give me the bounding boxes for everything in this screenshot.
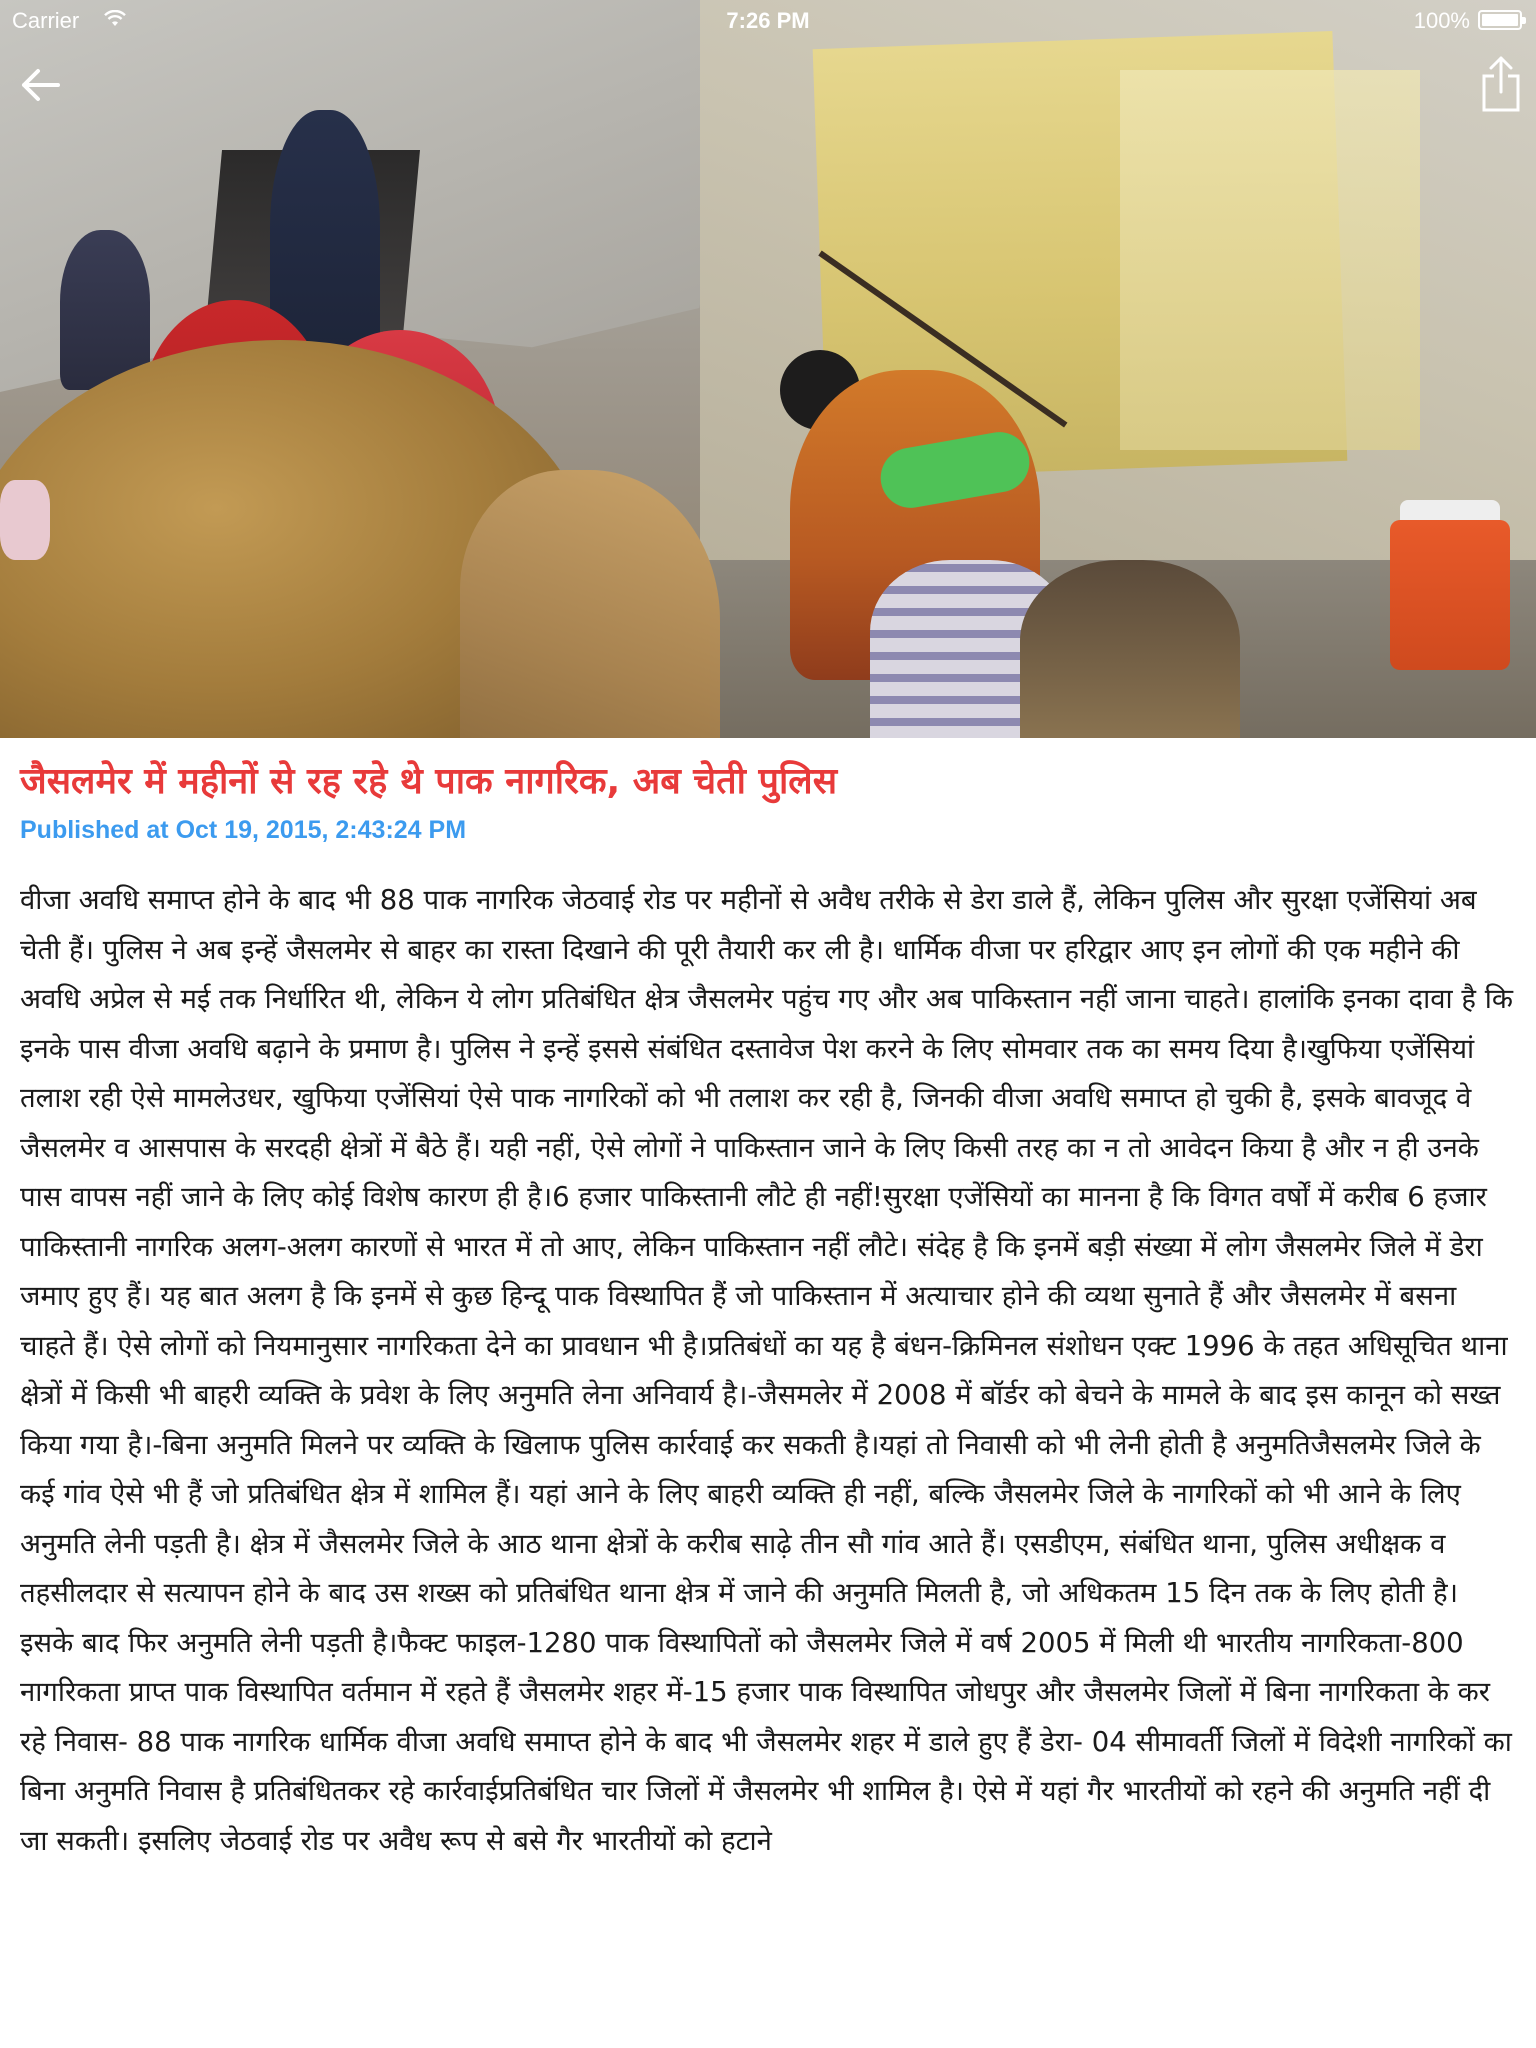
battery-percent: 100% [1413,8,1470,33]
carrier-label: Carrier [12,8,80,33]
tent-patch [1120,70,1420,450]
battery-icon [1478,10,1522,30]
cloth [0,480,50,560]
back-button[interactable] [16,60,66,110]
clock: 7:26 PM [726,8,810,33]
share-icon [1476,52,1526,114]
article-body: वीजा अवधि समाप्त होने के बाद भी 88 पाक नागरिक जेठवाई रोड पर महीनों से अवैध तरीके से डेरा डाले हैं, लेकिन पुलिस और सुरक्षा एजेंसियां अब चेती हैं। पुलिस ने अब इन्हें जैसलमेर से बाहर का रास्ता दिखाने की पूरी तैयारी कर ली है। धार्मिक वीजा पर हरिद्वार आए इन लोगों की एक महीने की अवधि अप्रेल से मई तक निर्धारित थी, लेकिन ये लोग प्रतिबंधित क्षेत्र जैसलमेर पहुंच गए और अब पाकिस्तान नहीं जाना चाहते। हालांकि इनका दावा है कि इनके पास वीजा अवधि बढ़ाने के प्रमाण है। पुलिस ने इन्हें इससे संबंधित दस्तावेज पेश करने के लिए सोमवार तक का समय दिया है।खुफिया एजेंसियां तलाश रही ऐसे मामलेउधर, खुफिया एजेंसियां ऐसे पाक नागरिकों को भी तलाश कर रही है, जिनकी वीजा अवधि समाप्त हो चुकी है, इसके बावजूद वे जैसलमेर व आसपास के सरदही क्षेत्रों में बैठे हैं। यही नहीं, ऐसे लोगों ने पाकिस्तान जाने के लिए किसी तरह का न तो आवेदन किया है और न ही उनके पास वापस नहीं जाने के लिए कोई विशेष कारण ही है।6 हजार पाकिस्तानी लौटे ही नहीं!सुरक्षा एजेंसियों का मानना है कि विगत वर्षों में करीब 6 हजार पाकिस्तानी नागरिक अलग-अलग कारणों से भारत में तो आए, लेकिन पाकिस्तान नहीं लौटे। संदेह है कि इनमें बड़ी संख्या में लोग जैसलमेर जिले में डेरा जमाए हुए हैं। यह बात अलग है कि इनमें से कुछ हिन्दू पाक विस्थापित हैं जो पाकिस्तान में अत्याचार होने की व्यथा सुनाते हैं और जैसलमेर में बसना चाहते हैं। ऐसे लोगों को नियमानुसार नागरिकता देने का प्रावधान भी है।प्रतिबंधों का यह है बंधन-क्रिमिनल संशोधन एक्ट 1996 के तहत अधिसूचित थाना क्षेत्रों में किसी भी बाहरी व्यक्ति के प्रवेश के लिए अनुमति लेना अनिवार्य है।-जैसमलेर में 2008 में बॉर्डर को बेचने के मामले के बाद इस कानून को सख्त किया गया है।-बिना अनुमति मिलने पर व्यक्ति के खिलाफ पुलिस कार्रवाई कर सकती है।यहां तो निवासी को भी लेनी होती है अनुमतिजैसलमेर जिले के कई गांव ऐसे भी हैं जो प्रतिबंधित क्षेत्र में शामिल हैं। यहां आने के लिए बाहरी व्यक्ति ही नहीं, बल्कि जैसलमेर जिले के नागरिकों को भी आने के लिए अनुमति लेनी पड़ती है। क्षेत्र में जैसलमेर जिले के आठ थाना क्षेत्रों के करीब साढ़े तीन सौ गांव आते हैं। एसडीएम, संबंधित थाना, पुलिस अधीक्षक व तहसीलदार से सत्यापन होने के बाद उस शख्स को प्रतिबंधित थाना क्षेत्र में जाने की अनुमति मिलती है, जो अधिकतम 15 दिन तक के लिए होती है। इसके बाद फिर अनुमति लेनी पड़ती है।फैक्ट फाइल-1280 पाक विस्थापितों को जैसलमेर जिले में वर्ष 2005 में मिली थी भारतीय नागरिकता-800 नागरिकता प्राप्त पाक विस्थापित वर्तमान में रहते हैं जैसलमेर शहर में-15 हजार पाक विस्थापित जोधपुर और जैसलमेर जिलों में बिना नागरिकता के कर रहे निवास- 88 पाक नागरिक धार्मिक वीजा अवधि समाप्त होने के बाद भी जैसलमेर शहर में डाले हुए हैं डेरा- 04 सीमावर्ती जिलों में विदेशी नागरिकों का बिना अनुमति निवास है प्रतिबंधितकर रहे कार्रवाईप्रतिबंधित चार जिलों में जैसलमेर भी शामिल है। ऐसे में यहां गैर भारतीयों को रहने की अनुमति नहीं दी जा सकती। इसलिए जेठवाई रोड पर अवैध रूप से बसे गैर भारतीयों को हटाने [20,884,1513,1857]
status-bar [0,0,1536,40]
child-figure [1020,560,1240,738]
water-cooler [1390,520,1510,670]
sack [460,470,720,738]
article-hero-image [0,0,1536,738]
arrow-left-icon [16,60,66,110]
share-button[interactable] [1476,52,1526,114]
article-headline: जैसलमेर में महीनों से रह रहे थे पाक नागरिक, अब चेती पुलिस [20,761,838,802]
published-date: Published at Oct 19, 2015, 2:43:24 PM [20,816,467,844]
